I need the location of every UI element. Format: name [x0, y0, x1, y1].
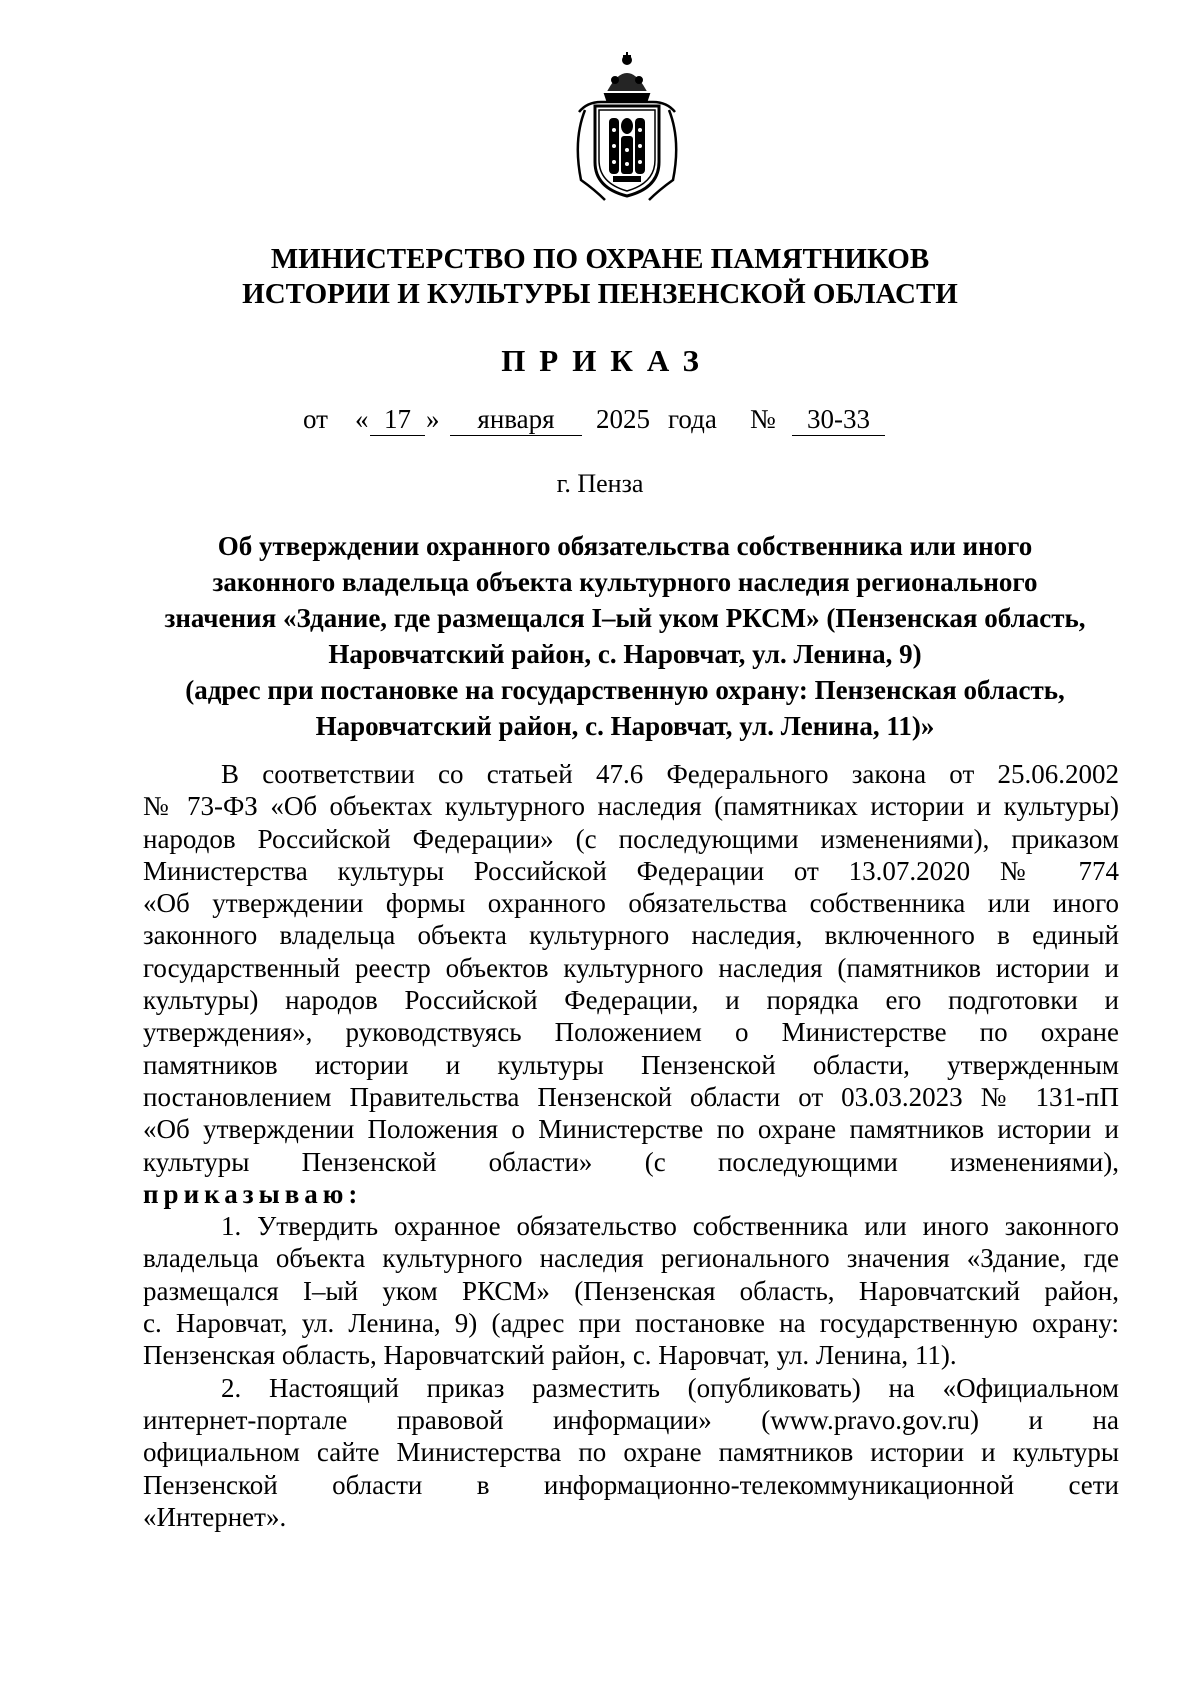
- preamble-line: Министерства культуры Российской Федерации от 13.07.2020 № 774: [143, 855, 1119, 886]
- date-day: 17: [384, 404, 411, 434]
- order-number: 30-33: [807, 404, 870, 434]
- item1-line: Пензенская область, Наровчатский район, с. Наровчат, ул. Ленина, 11).: [143, 1340, 957, 1371]
- quote-close: »: [426, 404, 440, 434]
- city: г. Пенза: [556, 469, 644, 498]
- day-underline: [370, 435, 425, 436]
- subject-line: Наровчатский район, с. Наровчат, ул. Ленина, 11)»: [315, 711, 935, 741]
- year-word: года: [668, 404, 717, 434]
- preamble-line: В соответствии со статьей 47.6 Федерального закона от 25.06.2002: [221, 759, 1119, 789]
- item2-line: официальном сайте Министерства по охране памятников истории и культуры: [143, 1437, 1119, 1468]
- date-prefix: от: [303, 404, 328, 434]
- subject-line: Об утверждении охранного обязательства собственника или иного: [217, 531, 1033, 561]
- preamble-line: культуры Пензенской области» (с последующими изменениями),: [143, 1146, 1119, 1177]
- command-text: приказываю:: [143, 1178, 363, 1209]
- number-underline: [792, 435, 885, 436]
- order-subject: [130, 528, 1120, 744]
- date-month: января: [477, 404, 555, 434]
- month-underline: [450, 435, 582, 436]
- ministry-line-1: МИНИСТЕРСТВО ПО ОХРАНЕ ПАМЯТНИКОВ: [270, 243, 930, 275]
- preamble-line: утверждения», руководствуясь Положением о Министерстве по охране: [143, 1017, 1119, 1048]
- subject-line: законного владельца объекта культурного наследия регионального: [212, 567, 1038, 597]
- item2-line: интернет-портале правовой информации» (www.pravo.gov.ru) и на: [143, 1404, 1119, 1435]
- quote-open: «: [355, 404, 369, 434]
- preamble-line: народов Российской Федерации» (с последующими изменениями), приказом: [143, 823, 1119, 854]
- command-word: [143, 1178, 1119, 1210]
- item2-line: «Интернет».: [143, 1501, 287, 1532]
- order-body: [143, 758, 1119, 1533]
- preamble-line: культуры) народов Российской Федерации, и порядка его подготовки и: [143, 985, 1119, 1016]
- item2-line: 2. Настоящий приказ разместить (опубликовать) на «Официальном: [221, 1372, 1119, 1403]
- preamble-line: № 73-ФЗ «Об объектах культурного наследия (памятниках истории и культуры): [143, 791, 1119, 822]
- coat-of-arms-icon: [565, 50, 689, 202]
- preamble-line: постановлением Правительства Пензенской области от 03.03.2023 № 131-пП: [143, 1081, 1119, 1112]
- item1-line: размещался I–ый уком РКСМ» (Пензенская область, Наровчатский район,: [143, 1275, 1119, 1306]
- item1-line: владельца объекта культурного наследия регионального значения «Здание, где: [143, 1243, 1119, 1274]
- preamble-line: «Об утверждении Положения о Министерстве по охране памятников истории и: [143, 1114, 1119, 1145]
- subject-line: (адрес при постановке на государственную охрану: Пензенская область,: [185, 675, 1065, 705]
- item2-line: Пензенской области в информационно-телекоммуникационной сети: [143, 1469, 1119, 1500]
- document-type-title: ПРИКАЗ: [501, 343, 713, 378]
- ministry-name: [0, 242, 1200, 312]
- preamble-line: памятников истории и культуры Пензенской области, утвержденным: [143, 1049, 1119, 1080]
- preamble-line: «Об утверждении формы охранного обязательства собственника или иного: [143, 888, 1119, 919]
- item1-line: с. Наровчат, ул. Ленина, 9) (адрес при постановке на государственную охрану:: [143, 1308, 1119, 1339]
- ministry-line-2: ИСТОРИИ И КУЛЬТУРЫ ПЕНЗЕНСКОЙ ОБЛАСТИ: [242, 278, 958, 310]
- number-sign: №: [750, 404, 776, 434]
- date-year: 2025: [596, 404, 650, 434]
- preamble-line: законного владельца объекта культурного наследия, включенного в единый: [143, 920, 1119, 951]
- preamble-line: государственный реестр объектов культурного наследия (памятников истории и: [143, 952, 1119, 983]
- item1-line: 1. Утвердить охранное обязательство собственника или иного законного: [221, 1211, 1119, 1242]
- subject-line: Наровчатский район, с. Наровчат, ул. Ленина, 9): [328, 639, 922, 669]
- subject-line: значения «Здание, где размещался I–ый уком РКСМ» (Пензенская область,: [164, 603, 1086, 633]
